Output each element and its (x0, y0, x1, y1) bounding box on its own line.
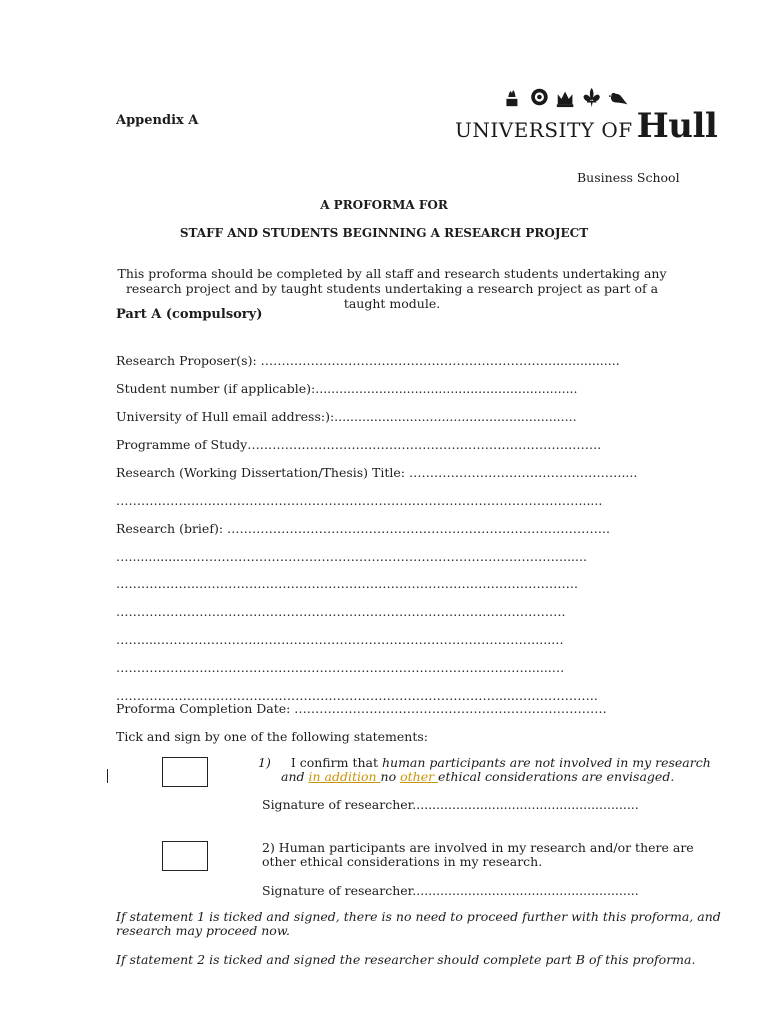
title-line-2: STAFF AND STUDENTS BEGINNING A RESEARCH PROJECT (179, 226, 589, 240)
crest-icons (497, 86, 635, 108)
statement-1-italic-c: no (380, 769, 401, 784)
university-logo (455, 86, 733, 146)
brief-line[interactable]: ……………………..………………………………………………………………………. (116, 604, 566, 619)
bird-icon (609, 93, 627, 104)
statement-2-line-2: other ethical considerations in my research. (262, 854, 543, 869)
statement-2-signature-field[interactable]: Signature of researcher......................................................... (262, 883, 639, 898)
part-a-heading: Part A (compulsory) (116, 307, 263, 322)
fleur-de-lis-icon (583, 88, 600, 107)
completion-date-field[interactable]: Proforma Completion Date: ………………………………………………………………… (116, 701, 607, 716)
statement-1-italic-d: ethical considerations are envisaged. (438, 769, 675, 784)
statement-1-checkbox[interactable] (162, 757, 208, 787)
brief-line[interactable]: ………………..………………………………………………………………………………. (116, 576, 578, 591)
tick-instruction: Tick and sign by one of the following statements: (116, 729, 429, 744)
logo-text-big: Hull (636, 106, 718, 146)
title-field[interactable]: Research (Working Dissertation/Thesis) Title: …………………………………………….... (116, 465, 638, 480)
flame-icon (506, 90, 517, 106)
statement-2-line-1: 2) Human participants are involved in my research and/or there are (262, 840, 694, 855)
statement-2-checkbox[interactable] (162, 841, 208, 871)
appendix-label: Appendix A (116, 113, 199, 128)
tracked-insertion: other (400, 769, 439, 784)
title-continuation-field[interactable]: …………………………………………………………………………………………………...... (116, 493, 603, 508)
tracked-insertion: in addition (308, 769, 381, 784)
brief-line[interactable]: …………………………………………….…………………………………......………………. (116, 688, 598, 703)
school-name: Business School (577, 170, 680, 185)
statement-1-lead: I confirm that (290, 755, 382, 770)
title-line-1: A PROFORMA FOR (320, 198, 448, 212)
intro-paragraph: This proforma should be completed by all staff and research students undertaking any research project and by taught students undertaking a research project as part of a taught module. (117, 266, 667, 311)
student-number-field[interactable]: Student number (if applicable):.................................................................. (116, 381, 578, 396)
proposer-field[interactable]: Research Proposer(s): …………………………………………………………….................. (116, 353, 620, 368)
brief-field[interactable]: Research (brief): ……………………………………………………………………………….. (116, 521, 610, 536)
statement-1-number: 1) (258, 755, 271, 770)
programme-field[interactable]: Programme of Study…………………………………………………………………………. (116, 437, 602, 452)
statement-1-italic-b: and (281, 769, 309, 784)
text-cursor (107, 769, 108, 783)
note-2: If statement 2 is ticked and signed the researcher should complete part B of this proforma. (116, 952, 696, 967)
statement-2-text (262, 840, 694, 869)
note-1 (116, 909, 721, 938)
note-1-line-2: research may proceed now. (116, 923, 291, 938)
brief-line[interactable]: …….....…………………...…………………………………………………………....… (116, 632, 564, 647)
crown-icon (557, 92, 574, 108)
brief-line[interactable]: …………………..………………….………………………………………………......… (116, 660, 565, 675)
statement-1-italic-a: human participants are not involved in my research (381, 755, 711, 770)
rose-icon (531, 89, 548, 106)
logo-wordmark (455, 106, 717, 146)
statement-1-text (258, 755, 711, 784)
brief-line[interactable]: …...............………………………………………………………………………………...... (116, 549, 587, 564)
email-field[interactable]: University of Hull email address:):............................................................. (116, 409, 577, 424)
note-1-line-1: If statement 1 is ticked and signed, there is no need to proceed further with this proforma, and (116, 909, 721, 924)
statement-1-signature-field[interactable]: Signature of researcher......................................................... (262, 797, 639, 812)
logo-text-small: UNIVERSITY OF (455, 118, 633, 142)
